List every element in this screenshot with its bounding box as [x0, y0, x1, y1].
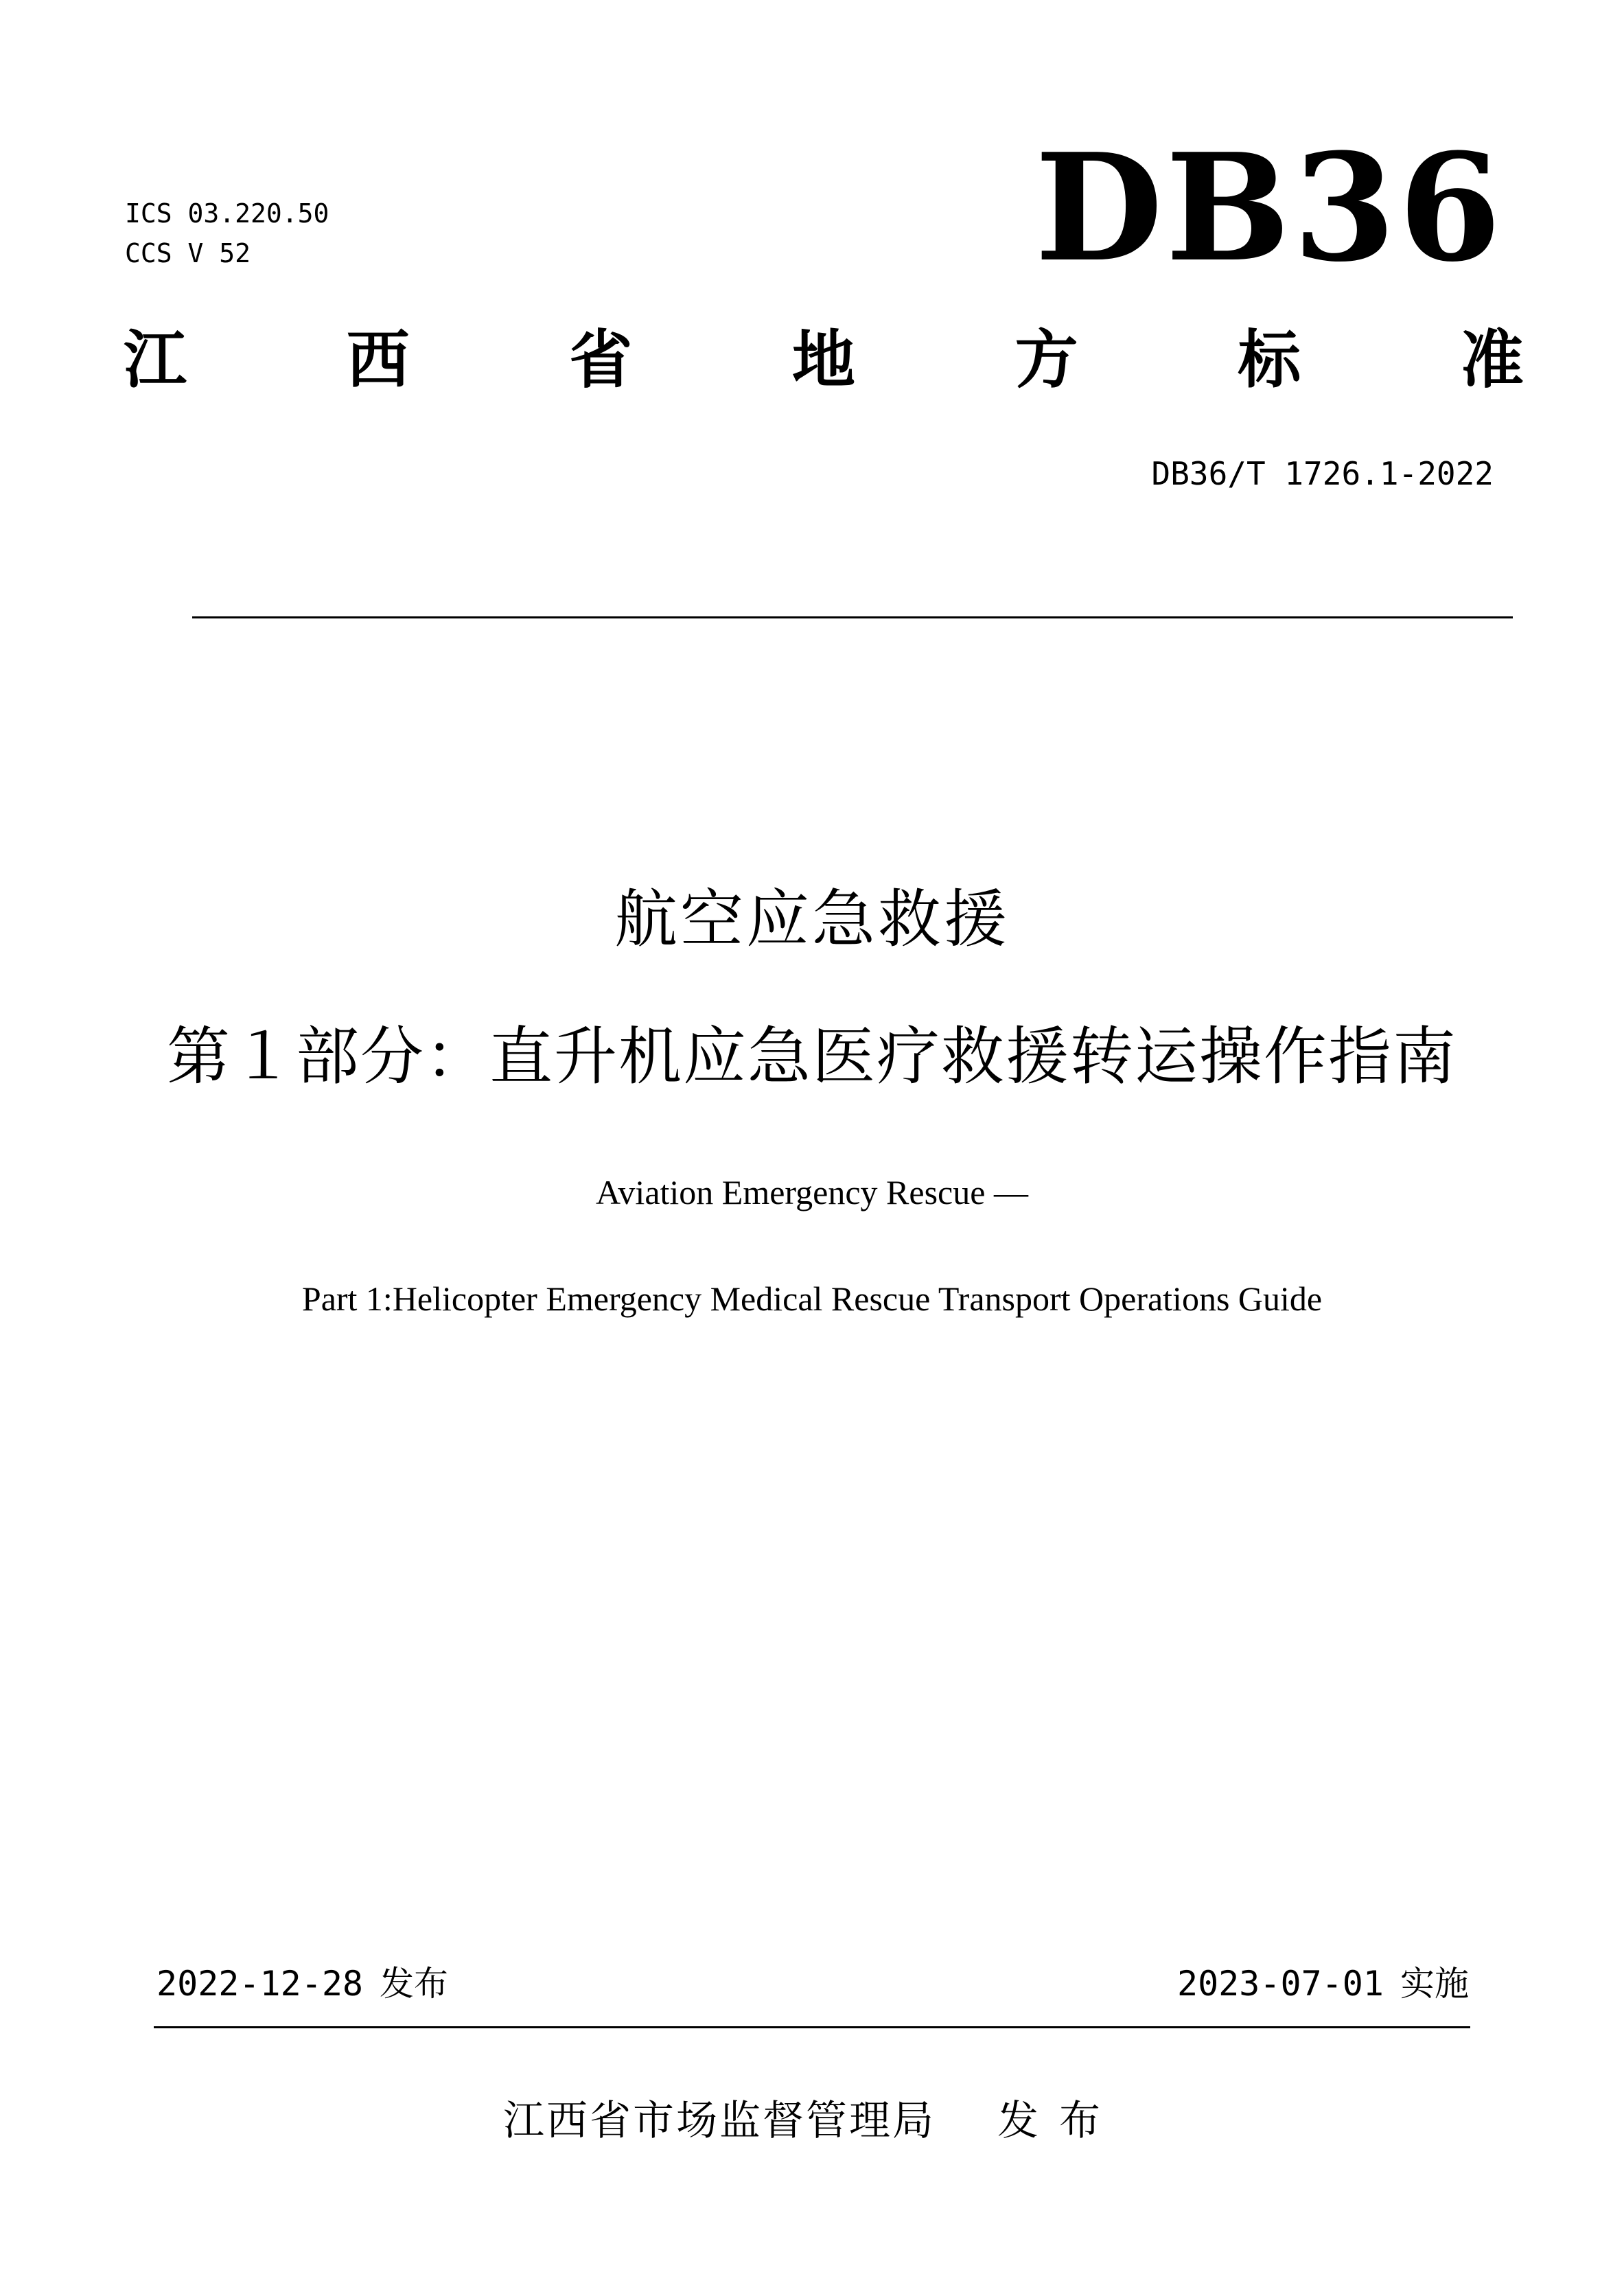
- bottom-divider: [154, 2026, 1470, 2028]
- issuer-action: 发布: [997, 2097, 1121, 2145]
- issue-label: 发布: [380, 1964, 449, 2004]
- title-cn-main: 航空应急救援: [614, 883, 1010, 956]
- db36-logo: DB36: [1034, 121, 1504, 294]
- title-en-main: Aviation Emergency Rescue —: [596, 1173, 1028, 1211]
- issue-date-block: [156, 1960, 448, 2008]
- implementation-label: 实施: [1400, 1964, 1469, 2004]
- standard-type-char: 准: [1460, 323, 1524, 397]
- implementation-date-block: [1177, 1960, 1469, 2008]
- standard-type-char: 西: [346, 323, 410, 397]
- standard-type-char: 标: [1238, 323, 1301, 397]
- ics-code: ICS 03.220.50: [125, 198, 329, 229]
- standard-type-char: 省: [569, 323, 633, 397]
- standard-number: DB36/T 1726.1-2022: [1151, 455, 1494, 492]
- standard-type-char: 江: [124, 323, 187, 397]
- classification-codes: [125, 194, 329, 273]
- title-cn-part: 第１部分：直升机应急医疗救援转运操作指南: [166, 1020, 1457, 1093]
- issuer-line: [0, 2094, 1624, 2148]
- standard-type-char: 方: [1014, 323, 1078, 397]
- issue-date: 2022-12-28: [156, 1964, 364, 2004]
- issuer-organization: 江西省市场监督管理局: [503, 2097, 936, 2145]
- ccs-code: CCS V 52: [125, 238, 251, 268]
- top-divider: [192, 616, 1513, 618]
- implementation-date: 2023-07-01: [1176, 1964, 1384, 2004]
- title-en-part: Part 1:Helicopter Emergency Medical Rescue Transport Operations Guide: [301, 1279, 1323, 1318]
- standard-type-char: 地: [791, 323, 855, 397]
- standard-type-heading: [124, 323, 1524, 398]
